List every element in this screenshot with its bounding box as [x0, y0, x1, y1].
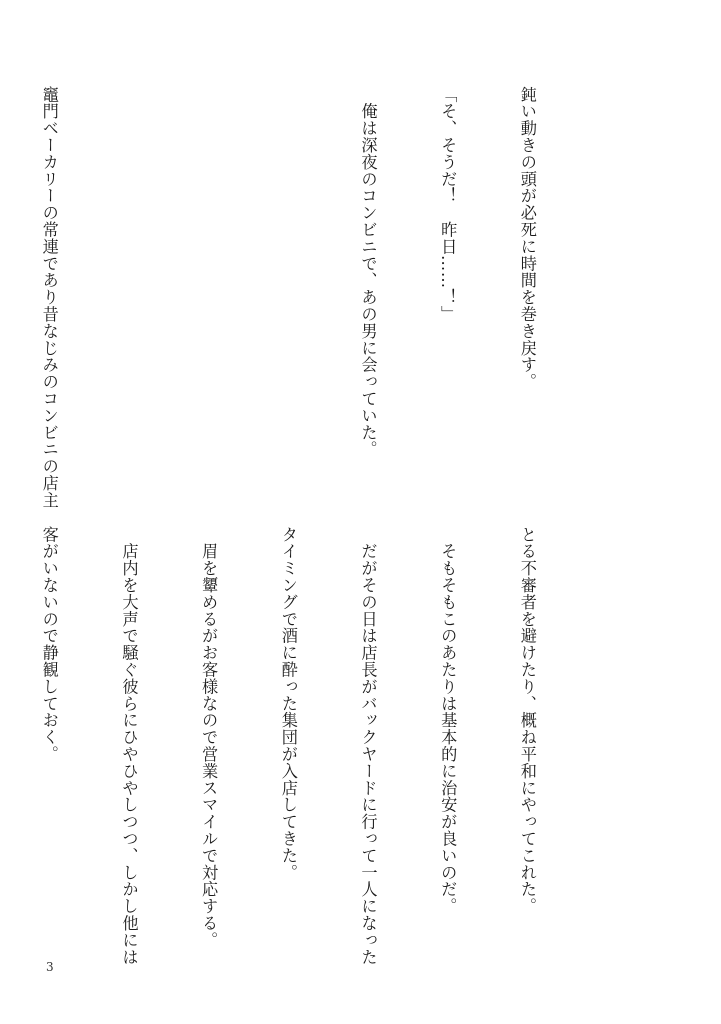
blank-line — [195, 86, 222, 486]
blank-line — [274, 86, 301, 486]
text-line: タイミングで酒に酔った集団が入店してきた。 — [278, 526, 298, 881]
text-line: 「そ、そうだ！ 昨日……！」 — [438, 86, 458, 323]
blank-line — [115, 86, 142, 486]
text-line: とる不審者を避けたり、概ね平和にやってこれた。 — [517, 526, 537, 915]
page-number: 3 — [46, 960, 54, 974]
upper-text-block — [0, 86, 593, 509]
text-line: 俺は深夜のコンビニで、あの男に会っていた。 — [358, 86, 378, 458]
lower-text-block — [0, 526, 593, 966]
text-line: 眉を顰めるがお客様なので営業スマイルで対応する。 — [199, 526, 219, 949]
text-line: 店内を大声で騒ぐ彼らにひやひやしつつ、しかし他には — [119, 526, 139, 966]
text-line: そもそもこのあたりは基本的に治安が良いのだ。 — [438, 526, 458, 915]
text-line: 竈門ベーカリーの常連であり昔なじみのコンビニの店主 — [39, 86, 59, 509]
text-line: 客がいないので静観しておく。 — [39, 526, 59, 763]
text-line: だがその日は店長がバックヤードに行って一人になった — [358, 526, 378, 966]
text-line: 鈍い動きの頭が必死に時間を巻き戻す。 — [517, 86, 537, 391]
